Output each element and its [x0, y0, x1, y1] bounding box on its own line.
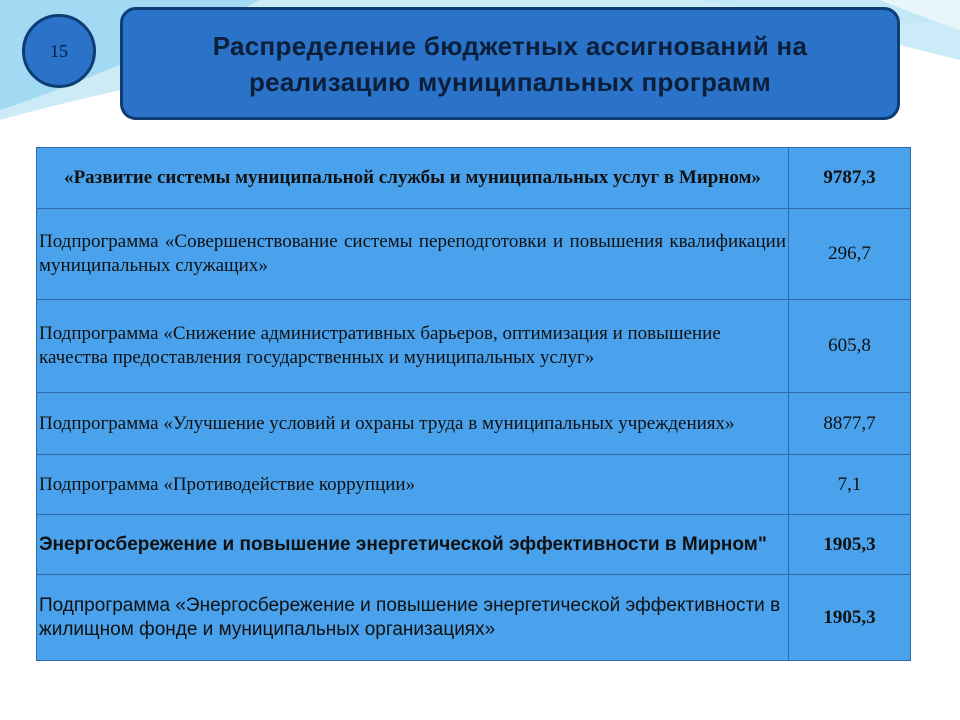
program-value: 1905,3 — [789, 515, 911, 575]
budget-table — [36, 147, 911, 661]
program-name: Энергосбережение и повышение энергетической эффективности в Мирном" — [37, 515, 789, 575]
table-row — [37, 455, 911, 515]
subprogram-value: 8877,7 — [789, 393, 911, 455]
table-row — [37, 393, 911, 455]
slide-number-badge — [22, 14, 96, 88]
program-name: «Развитие системы муниципальной службы и муниципальных услуг в Мирном» — [37, 148, 789, 209]
subprogram-name: Подпрограмма «Совершенствование системы переподготовки и повышения квалификации муниципальных служащих» — [37, 209, 789, 300]
subprogram-name: Подпрограмма «Энергосбережение и повышение энергетической эффективности в жилищном фонде и муниципальных организациях» — [37, 575, 789, 661]
title-banner — [120, 7, 900, 120]
subprogram-name: Подпрограмма «Противодействие коррупции» — [37, 455, 789, 515]
table-row — [37, 148, 911, 209]
program-value: 9787,3 — [789, 148, 911, 209]
table-row — [37, 575, 911, 661]
subprogram-value: 296,7 — [789, 209, 911, 300]
table-row — [37, 300, 911, 393]
subprogram-name: Подпрограмма «Снижение административных барьеров, оптимизация и повышение качества предоставления государственных и муниципальных услуг» — [37, 300, 789, 393]
subprogram-name: Подпрограмма «Улучшение условий и охраны труда в муниципальных учреждениях» — [37, 393, 789, 455]
page-title: Распределение бюджетных ассигнований на реализацию муниципальных программ — [212, 30, 808, 97]
slide-number: 15 — [50, 40, 68, 61]
subprogram-value: 1905,3 — [789, 575, 911, 661]
table-row — [37, 209, 911, 300]
subprogram-value: 7,1 — [789, 455, 911, 515]
table-row — [37, 515, 911, 575]
subprogram-value: 605,8 — [789, 300, 911, 393]
